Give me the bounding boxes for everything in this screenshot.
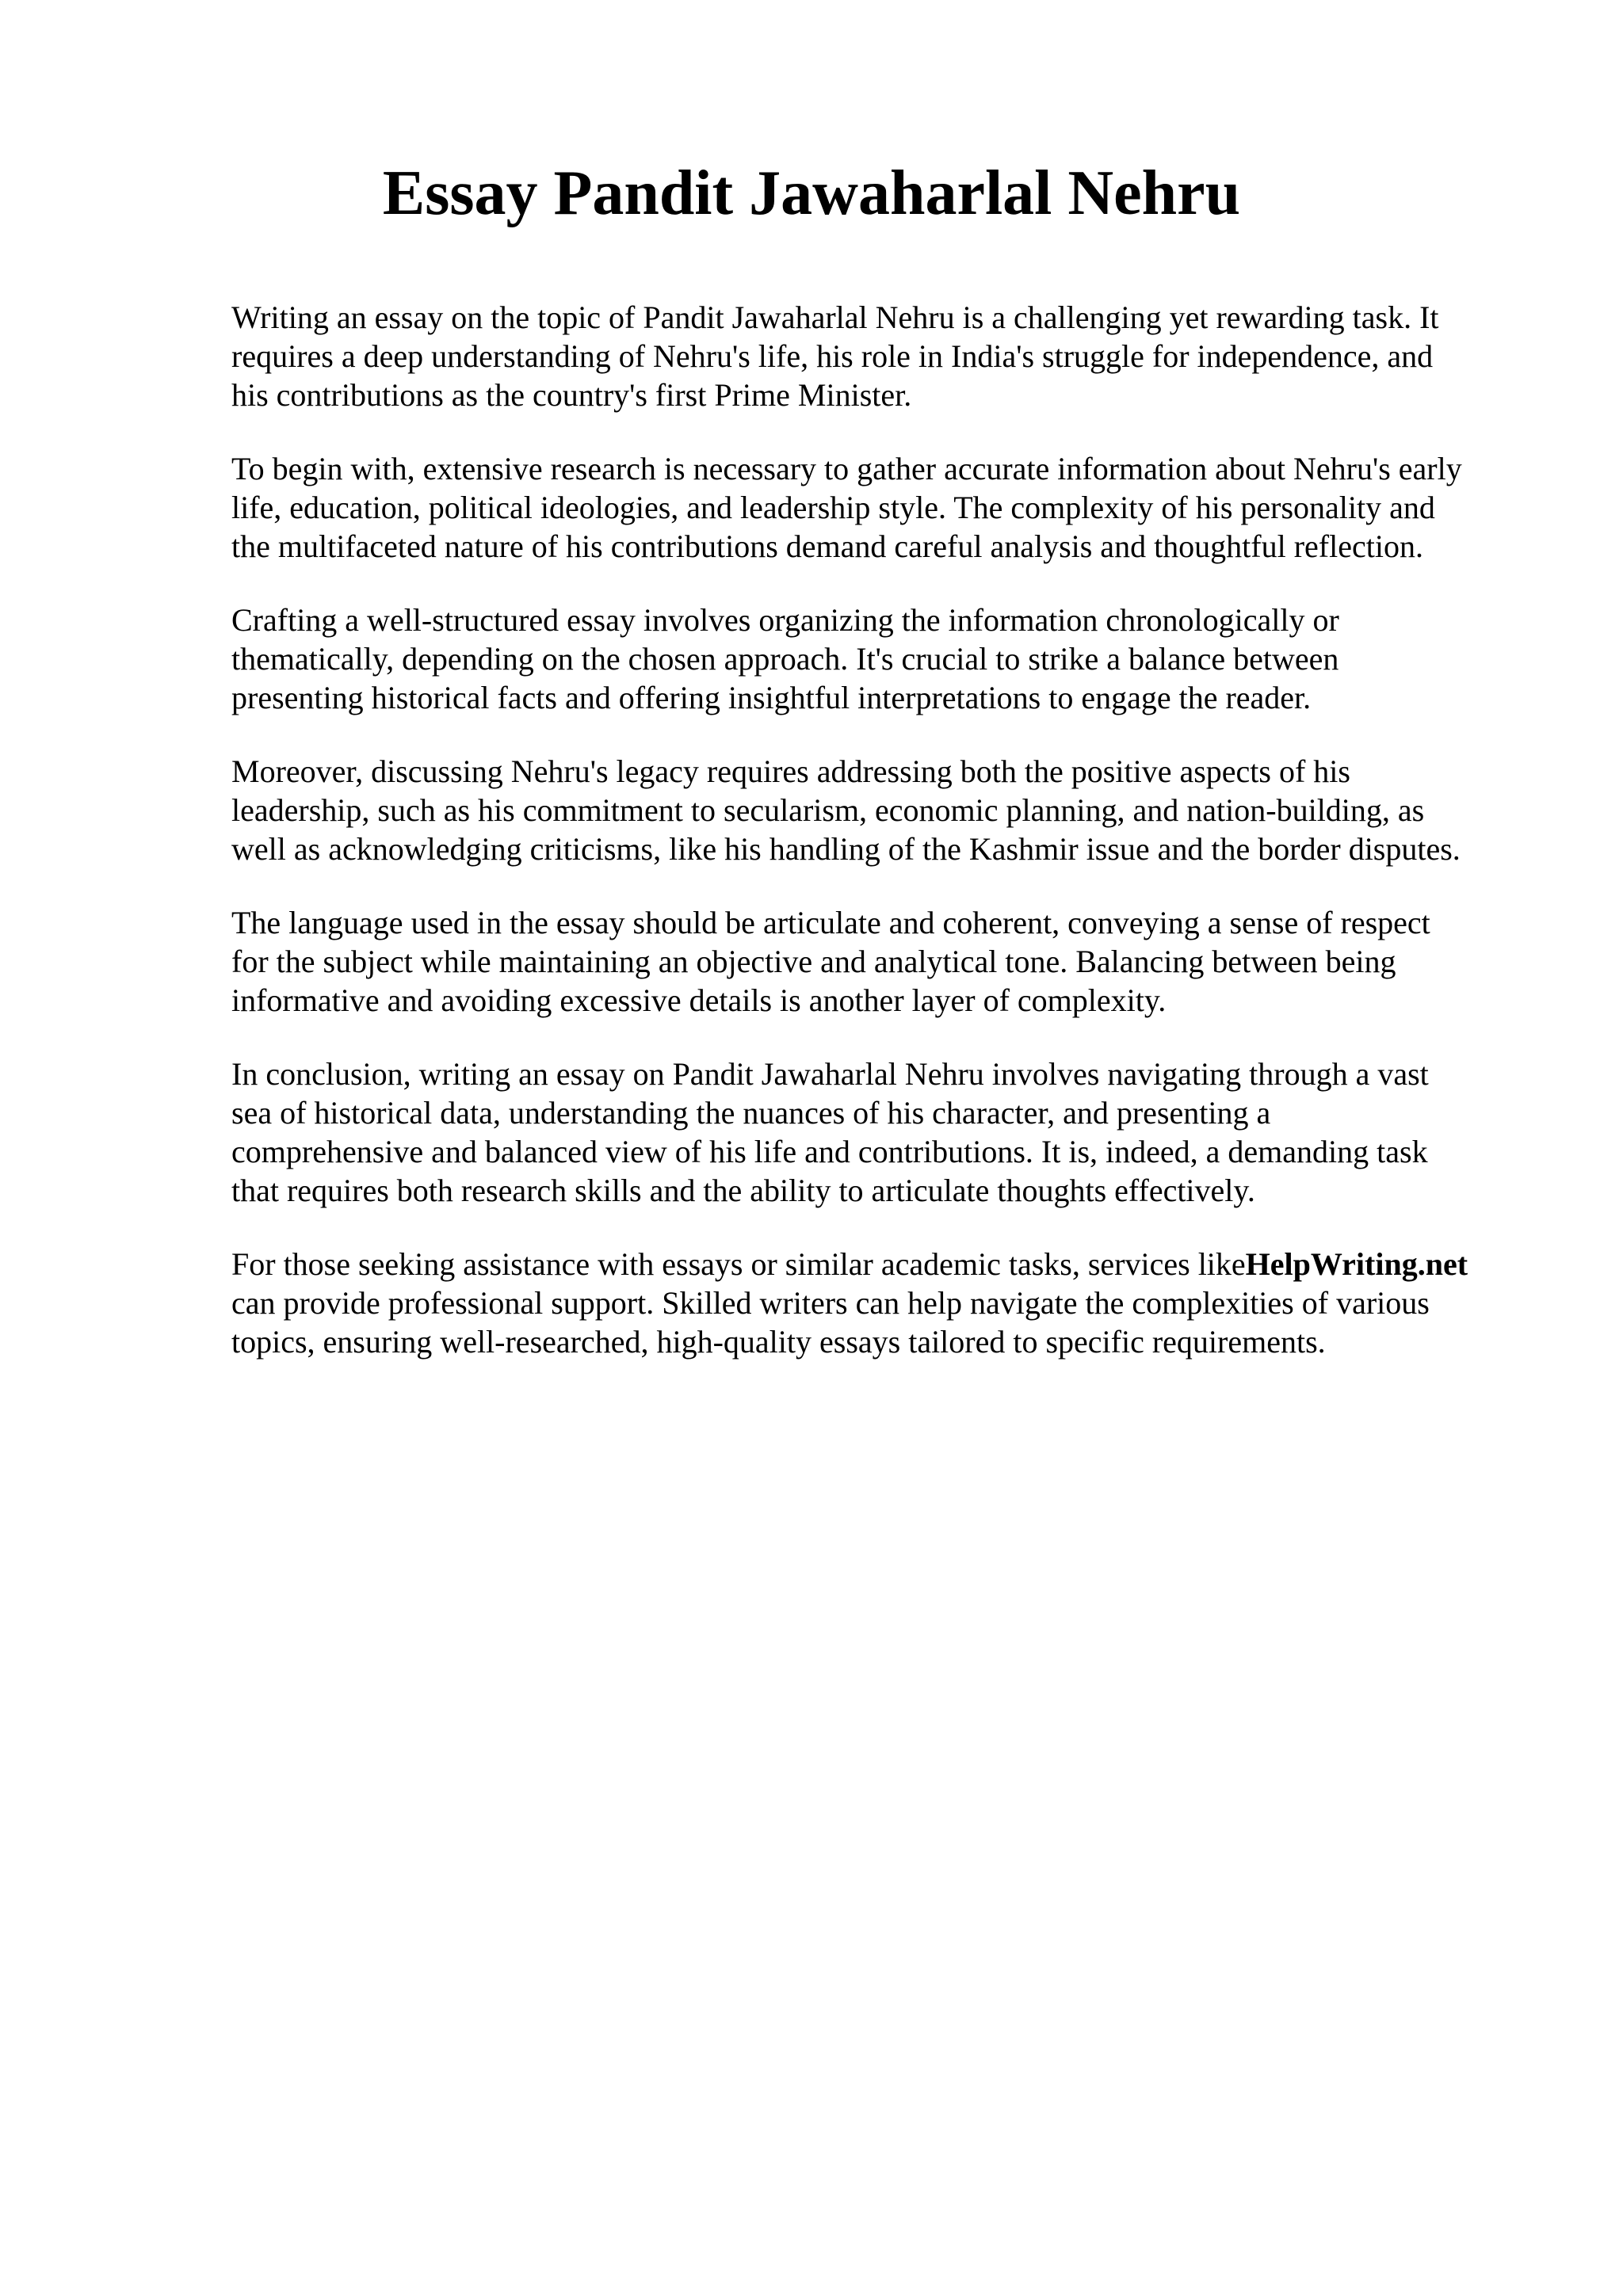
paragraph-line: Moreover, discussing Nehru's legacy requires addressing both the positive aspects of his [231, 753, 1350, 789]
paragraph-line: comprehensive and balanced view of his life and contributions. It is, indeed, a demanding task [231, 1134, 1428, 1169]
paragraph-line: that requires both research skills and the ability to articulate thoughts effectively. [231, 1173, 1255, 1208]
closing-line-1 [231, 1245, 1531, 1283]
paragraph-line: leadership, such as his commitment to secularism, economic planning, and nation-building, as [231, 792, 1425, 828]
paragraph-line: his contributions as the country's first Prime Minister. [231, 377, 912, 413]
helpwriting-brand: HelpWriting.net [1245, 1246, 1468, 1282]
paragraph-line: The language used in the essay should be articulate and coherent, conveying a sense of respect [231, 905, 1430, 940]
paragraph-line: Writing an essay on the topic of Pandit Jawaharlal Nehru is a challenging yet rewarding task. It [231, 299, 1439, 335]
paragraph-line: life, education, political ideologies, and leadership style. The complexity of his personality and [231, 490, 1435, 525]
paragraph-3 [231, 601, 1531, 717]
page-title: Essay Pandit Jawaharlal Nehru [382, 158, 1241, 228]
closing-paragraph [231, 1245, 1531, 1361]
paragraph-line: well as acknowledging criticisms, like his handling of the Kashmir issue and the border disputes. [231, 831, 1461, 867]
paragraph-line: requires a deep understanding of Nehru's life, his role in India's struggle for independence, and [231, 338, 1434, 374]
essay-body [231, 298, 1531, 1396]
paragraph-5 [231, 903, 1531, 1020]
paragraph-line: informative and avoiding excessive details is another layer of complexity. [231, 982, 1167, 1018]
closing-line-2: can provide professional support. Skilled writers can help navigate the complexities of various [231, 1285, 1430, 1321]
paragraph-line: In conclusion, writing an essay on Pandit Jawaharlal Nehru involves navigating through a vast [231, 1056, 1429, 1092]
closing-line-3: topics, ensuring well-researched, high-quality essays tailored to specific requirements. [231, 1324, 1326, 1360]
paragraph-6 [231, 1055, 1531, 1210]
paragraph-line: thematically, depending on the chosen approach. It's crucial to strike a balance between [231, 641, 1339, 677]
paragraph-line: presenting historical facts and offering insightful interpretations to engage the reader. [231, 680, 1312, 715]
paragraph-4 [231, 752, 1531, 868]
paragraph-2 [231, 449, 1531, 566]
paragraph-line: sea of historical data, understanding the nuances of his character, and presenting a [231, 1095, 1271, 1131]
paragraph-line: To begin with, extensive research is necessary to gather accurate information about Nehru's early [231, 451, 1462, 486]
closing-prefix: For those seeking assistance with essays or similar academic tasks, services like [231, 1246, 1246, 1282]
paragraph-line: for the subject while maintaining an objective and analytical tone. Balancing between being [231, 944, 1396, 979]
paragraph-line: Crafting a well-structured essay involves organizing the information chronologically or [231, 602, 1339, 638]
paragraph-1 [231, 298, 1531, 414]
paragraph-line: the multifaceted nature of his contributions demand careful analysis and thoughtful reflection. [231, 528, 1423, 564]
